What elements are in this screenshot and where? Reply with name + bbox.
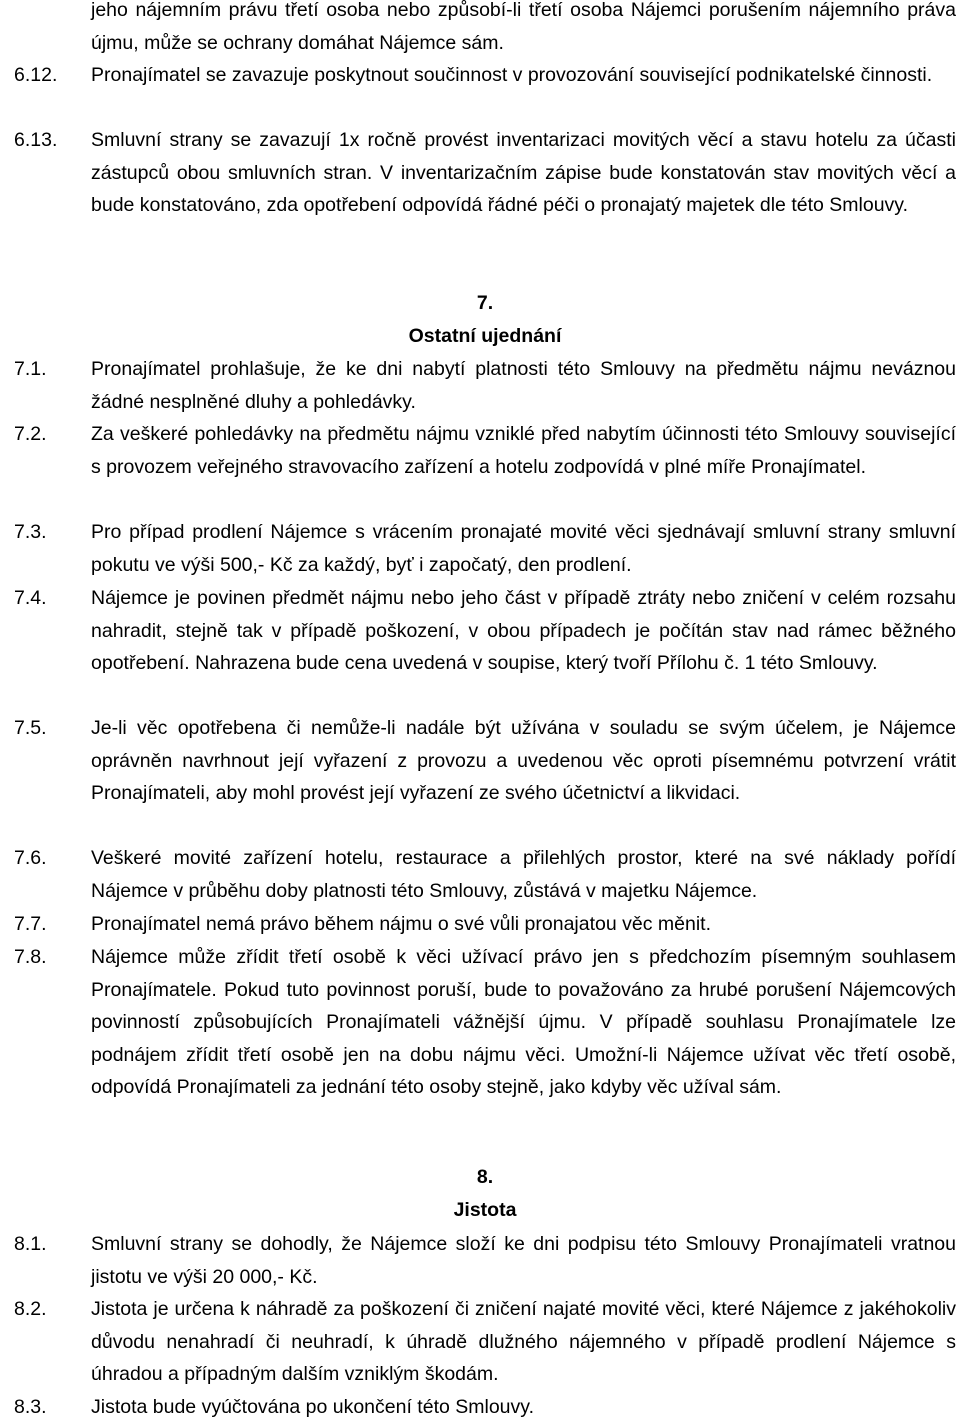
clause-number: 7.7. [14, 913, 47, 935]
clause-text: Jistota bude vyúčtována po ukončení této Smlouvy. [91, 1396, 534, 1418]
clause-text: Pronajímatel se zavazuje poskytnout součinnost v provozování související podnikatelské činnosti. [91, 64, 933, 86]
clause-number: 7.4. [14, 587, 47, 609]
clause-text: Pronajímatel nemá právo během nájmu o své vůli pronajatou věc měnit. [91, 913, 711, 935]
clause-number: 7.3. [14, 521, 47, 543]
chapter-8-number: 8. [476, 1166, 494, 1188]
clause-text: Je-li věc opotřebena či nemůže-li nadále být užívána v souladu se svým účelem, je Nájemce oprávněn navrhnout její vyřazení z provozu a uvedenou věc oproti písemnému potvrzení vrátit Pronajímateli, aby mohl provést její vyřazení ze svého účetnictví a likvidaci. [91, 717, 956, 804]
clause-number: 6.13. [14, 129, 58, 151]
clause-number: 7.5. [14, 717, 47, 739]
clause-number: 7.8. [14, 946, 47, 968]
clause-text: Nájemce je povinen předmět nájmu nebo jeho část v případě ztráty nebo zničení v celém rozsahu nahradit, stejně tak v případě poškození, v obou případech je počítán stav nad rámec běžného opotřebení. Nahrazena bude cena uvedená v soupise, který tvoří Přílohu č. 1 této Smlouvy. [91, 587, 956, 674]
clause-text: Pro případ prodlení Nájemce s vrácením pronajaté movité věci sjednávají smluvní strany smluvní pokutu ve výši 500,- Kč za každý, byť i započatý, den prodlení. [91, 521, 956, 576]
clause-text: Za veškeré pohledávky na předmětu nájmu vzniklé před nabytím účinnosti této Smlouvy související s provozem veřejného stravovacího zařízení a hotelu zodpovídá v plné míře Pronajímatel. [91, 423, 956, 478]
chapter-7-title: Ostatní ujednání [408, 325, 562, 347]
clause-text: Smluvní strany se zavazují 1x ročně provést inventarizaci movitých věcí a stavu hotelu za účasti zástupců obou smluvních stran. V inventarizačním zápise bude konstatován stav movitých věcí a bude konstatováno, zda opotřebení odpovídá řádné péči o pronajatý majetek dle této Smlouvy. [91, 129, 956, 216]
clause-number: 7.6. [14, 847, 47, 869]
clause-number: 8.2. [14, 1298, 47, 1320]
clause-text: Veškeré movité zařízení hotelu, restaurace a přilehlých prostor, které na své náklady pořídí Nájemce v průběhu doby platnosti této Smlouvy, zůstává v majetku Nájemce. [91, 847, 956, 902]
clause-number: 6.12. [14, 64, 58, 86]
clause-number: 7.1. [14, 358, 47, 380]
clause-number: 8.1. [14, 1233, 47, 1255]
clause-text: Nájemce může zřídit třetí osobě k věci užívací právo jen s předchozím písemným souhlasem Pronajímatele. Pokud tuto povinnost poruší, bude to považováno za hrubé porušení Nájemcových povinností způsobujících Pronajímateli vážnější újmu. V případě souhlasu Pronajímatele lze podnájem zřídit třetí osobě jen na dobu nájmu věci. Umožní-li Nájemce užívat věc třetí osobě, odpovídá Pronajímateli za jednání této osoby stejně, jako kdyby věc užíval sám. [91, 946, 956, 1098]
clause-text: Jistota je určena k náhradě za poškození či zničení najaté movité věci, které Nájemce z jakéhokoliv důvodu nenahradí či neuhradí, k úhradě dlužného nájemného v případě prodlení Nájemce s úhradou a případným dalším vzniklým škodám. [91, 1298, 956, 1385]
clause-number: 7.2. [14, 423, 47, 445]
chapter-7-number: 7. [476, 292, 494, 314]
clause-text: Smluvní strany se dohodly, že Nájemce složí ke dni podpisu této Smlouvy Pronajímateli vratnou jistotu ve výši 20 000,- Kč. [91, 1233, 956, 1288]
clause-text: jeho nájemním právu třetí osoba nebo způsobí-li třetí osoba Nájemci porušením nájemního práva újmu, může se ochrany domáhat Nájemce sám. [91, 0, 956, 54]
chapter-8-title: Jistota [453, 1199, 517, 1221]
clause-text: Pronajímatel prohlašuje, že ke dni nabytí platnosti této Smlouvy na předmětu nájmu neváznou žádné nesplněné dluhy a pohledávky. [91, 358, 956, 413]
clause-number: 8.3. [14, 1396, 47, 1418]
